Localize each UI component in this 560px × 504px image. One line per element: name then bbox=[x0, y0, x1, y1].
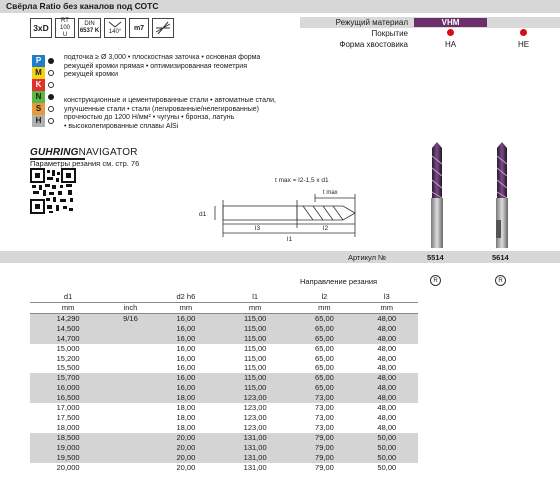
table-cell: 16,000 bbox=[30, 383, 106, 393]
cutting-direction-label: Направление резания bbox=[300, 277, 378, 286]
table-row[interactable] bbox=[30, 324, 418, 334]
table-cell: 16,00 bbox=[155, 313, 217, 323]
l1-label: l1 bbox=[287, 236, 293, 243]
table-cell: 48,00 bbox=[377, 403, 397, 413]
table-cell: 115,00 bbox=[217, 313, 293, 323]
guhring-navigator-logo: GUHRINGNAVIGATOR bbox=[30, 147, 138, 158]
table-cell: 115,00 bbox=[243, 363, 267, 373]
table-cell: 115,00 bbox=[217, 383, 293, 393]
suitable-dot-icon bbox=[48, 58, 54, 64]
table-cell: 65,00 bbox=[315, 353, 334, 363]
table-cell: 131,00 bbox=[217, 443, 293, 453]
din-icon: DIN 6537 K bbox=[78, 18, 101, 38]
table-cell: 123,00 bbox=[243, 412, 267, 422]
table-cell: 50,00 bbox=[356, 443, 418, 453]
table-cell: 14,500 bbox=[30, 324, 106, 334]
table-row[interactable] bbox=[30, 344, 418, 354]
table-row[interactable] bbox=[30, 433, 418, 443]
table-cell bbox=[106, 403, 155, 413]
coating-row: Покрытие bbox=[300, 28, 560, 39]
table-row[interactable] bbox=[30, 393, 418, 403]
suitable-dot-icon bbox=[48, 94, 54, 100]
table-cell: 18,00 bbox=[176, 403, 196, 413]
table-cell: 65,00 bbox=[293, 313, 355, 323]
material-description: конструкционные и цементированные стали • автоматные стали, улучшенные стали • стали (легированные/нелегированные) прочностью до 1200 Н/мм² • чугуны • бронза, латунь • высоколегированные сплавы AlSi bbox=[64, 97, 276, 130]
table-cell: 48,00 bbox=[356, 373, 418, 383]
table-row[interactable] bbox=[30, 413, 418, 423]
table-cell bbox=[106, 383, 155, 393]
table-row[interactable] bbox=[30, 334, 418, 344]
table-cell: 73,00 bbox=[293, 393, 355, 403]
table-cell: 73,00 bbox=[315, 422, 334, 432]
table-units: mm inch mm mm mm mm bbox=[30, 303, 418, 314]
table-cell: 15,200 bbox=[56, 353, 80, 363]
table-cell: 65,00 bbox=[315, 343, 334, 353]
table-cell: 15,700 bbox=[30, 373, 106, 383]
material-table bbox=[300, 17, 560, 50]
table-row[interactable] bbox=[30, 453, 418, 463]
table-cell: 16,00 bbox=[155, 334, 217, 344]
table-cell: 18,500 bbox=[30, 433, 106, 443]
drill-5514-image bbox=[427, 140, 447, 250]
table-cell bbox=[106, 463, 155, 473]
table-cell: 79,00 bbox=[293, 433, 355, 443]
table-cell bbox=[106, 324, 155, 334]
table-cell: 19,500 bbox=[30, 453, 106, 463]
drill-dimension-drawing bbox=[195, 170, 365, 245]
right-hand-icon: R bbox=[495, 275, 506, 286]
table-cell bbox=[106, 354, 155, 364]
property-icons bbox=[30, 18, 174, 38]
table-cell: 15,500 bbox=[56, 363, 80, 373]
table-cell: 20,00 bbox=[155, 433, 217, 443]
table-cell: 65,00 bbox=[315, 363, 334, 373]
table-cell: 16,00 bbox=[176, 353, 196, 363]
table-cell: 79,00 bbox=[293, 443, 355, 453]
table-cell: 19,000 bbox=[30, 443, 106, 453]
shank-cross-icon bbox=[152, 18, 174, 38]
tolerance-icon: m7 bbox=[129, 18, 149, 38]
table-cell: 18,00 bbox=[176, 412, 196, 422]
table-cell: 14,290 bbox=[30, 313, 106, 323]
table-cell: 17,000 bbox=[56, 403, 80, 413]
table-cell: 9/16 bbox=[106, 313, 155, 323]
iso-s: S bbox=[32, 103, 45, 115]
table-cell bbox=[106, 413, 155, 423]
table-cell: 48,00 bbox=[356, 383, 418, 393]
table-cell: 73,00 bbox=[315, 403, 334, 413]
table-cell: 16,00 bbox=[155, 373, 217, 383]
table-cell: 16,00 bbox=[155, 324, 217, 334]
table-header: d1 d2 h6 l1 l2 l3 bbox=[30, 291, 418, 303]
table-cell: 18,000 bbox=[56, 422, 80, 432]
table-row[interactable] bbox=[30, 373, 418, 383]
table-cell: 65,00 bbox=[293, 334, 355, 344]
table-cell bbox=[106, 363, 155, 373]
iso-h: H bbox=[32, 115, 45, 127]
iso-n: N bbox=[32, 91, 45, 103]
table-cell: 50,00 bbox=[377, 462, 397, 472]
table-cell: 17,500 bbox=[56, 412, 80, 422]
l3-label: l3 bbox=[255, 225, 261, 232]
table-cell: 131,00 bbox=[217, 453, 293, 463]
iso-k: K bbox=[32, 79, 45, 91]
partial-dot-icon bbox=[48, 118, 54, 124]
geometry-description: подточка ≥ Ø 3,000 • плоскостная заточка • основная форма режущей кромки прямая • оптимизированная геометрия режущей кромки bbox=[64, 54, 261, 78]
tmax-formula: t max = l2-1,5 x d1 bbox=[275, 177, 329, 184]
iso-p: P bbox=[32, 55, 45, 67]
article-row: Артикул № 5514 5614 bbox=[0, 251, 560, 263]
table-cell: 48,00 bbox=[356, 393, 418, 403]
material-row: Режущий материал VHM bbox=[300, 17, 560, 28]
table-cell: 131,00 bbox=[217, 433, 293, 443]
table-cell: 48,00 bbox=[356, 313, 418, 323]
table-cell: 115,00 bbox=[217, 324, 293, 334]
partial-dot-icon bbox=[48, 106, 54, 112]
table-row[interactable] bbox=[30, 423, 418, 433]
length-3xd-icon: 3xD bbox=[30, 18, 52, 38]
table-cell: 48,00 bbox=[377, 412, 397, 422]
coating-dot-icon bbox=[447, 29, 454, 36]
page-title: Свёрла Ratio без каналов под СОТС bbox=[6, 1, 159, 11]
table-cell: 16,00 bbox=[176, 343, 196, 353]
table-cell: 48,00 bbox=[377, 363, 397, 373]
table-cell: 50,00 bbox=[356, 453, 418, 463]
table-cell: 65,00 bbox=[293, 383, 355, 393]
table-cell: 48,00 bbox=[377, 422, 397, 432]
article-5614[interactable]: 5614 bbox=[492, 253, 509, 262]
table-cell: 48,00 bbox=[356, 324, 418, 334]
table-cell bbox=[106, 393, 155, 403]
table-cell: 20,00 bbox=[155, 453, 217, 463]
table-cell: 18,00 bbox=[176, 422, 196, 432]
right-hand-icon: R bbox=[430, 275, 441, 286]
rt100-icon: RT 100 U bbox=[55, 18, 75, 38]
table-cell: 14,700 bbox=[30, 334, 106, 344]
table-cell: 123,00 bbox=[243, 422, 267, 432]
table-row[interactable] bbox=[30, 403, 418, 413]
l2-label: l2 bbox=[323, 225, 329, 232]
table-cell: 16,00 bbox=[155, 383, 217, 393]
table-row[interactable] bbox=[30, 363, 418, 373]
table-cell: 48,00 bbox=[356, 334, 418, 344]
table-cell: 123,00 bbox=[243, 403, 267, 413]
partial-dot-icon bbox=[48, 82, 54, 88]
table-cell: 16,00 bbox=[176, 363, 196, 373]
table-cell bbox=[106, 423, 155, 433]
drill-5614-image bbox=[492, 140, 512, 250]
shank-row: Форма хвостовика HA HE bbox=[339, 40, 530, 49]
article-5514[interactable]: 5514 bbox=[427, 253, 444, 262]
table-cell: 50,00 bbox=[356, 433, 418, 443]
table-cell: 65,00 bbox=[293, 373, 355, 383]
table-row[interactable] bbox=[30, 463, 418, 473]
table-cell: 20,00 bbox=[176, 462, 196, 472]
point-angle-icon: 140° bbox=[104, 18, 126, 38]
table-cell: 20,000 bbox=[56, 462, 80, 472]
table-cell: 18,00 bbox=[155, 393, 217, 403]
table-cell bbox=[106, 344, 155, 354]
table-cell: 48,00 bbox=[377, 343, 397, 353]
table-cell: 65,00 bbox=[293, 324, 355, 334]
partial-dot-icon bbox=[48, 70, 54, 76]
table-cell: 79,00 bbox=[315, 462, 334, 472]
table-cell: 115,00 bbox=[243, 353, 267, 363]
d1-label: d1 bbox=[199, 211, 207, 218]
table-row[interactable] bbox=[30, 354, 418, 364]
table-cell: 131,00 bbox=[243, 462, 267, 472]
table-cell: 15,000 bbox=[56, 343, 80, 353]
tmax-label: t max bbox=[323, 190, 338, 196]
iso-m: M bbox=[32, 67, 45, 79]
table-cell: 123,00 bbox=[217, 393, 293, 403]
qr-code-icon[interactable] bbox=[30, 168, 76, 214]
table-cell: 115,00 bbox=[243, 343, 267, 353]
table-cell: 16,500 bbox=[30, 393, 106, 403]
table-cell: 73,00 bbox=[315, 412, 334, 422]
table-row[interactable] bbox=[30, 383, 418, 393]
table-cell bbox=[106, 453, 155, 463]
table-row[interactable] bbox=[30, 443, 418, 453]
cutting-params-note: Параметры резания см. стр. 76 bbox=[30, 159, 140, 168]
dimensions-table bbox=[30, 291, 418, 472]
table-cell: 115,00 bbox=[217, 373, 293, 383]
table-cell bbox=[106, 334, 155, 344]
table-cell: 115,00 bbox=[217, 334, 293, 344]
table-cell: 48,00 bbox=[377, 353, 397, 363]
table-cell bbox=[106, 373, 155, 383]
table-cell bbox=[106, 443, 155, 453]
table-cell: 20,00 bbox=[155, 443, 217, 453]
table-cell bbox=[106, 433, 155, 443]
table-cell: 79,00 bbox=[293, 453, 355, 463]
coating-dot-icon bbox=[520, 29, 527, 36]
table-row[interactable] bbox=[30, 313, 418, 323]
